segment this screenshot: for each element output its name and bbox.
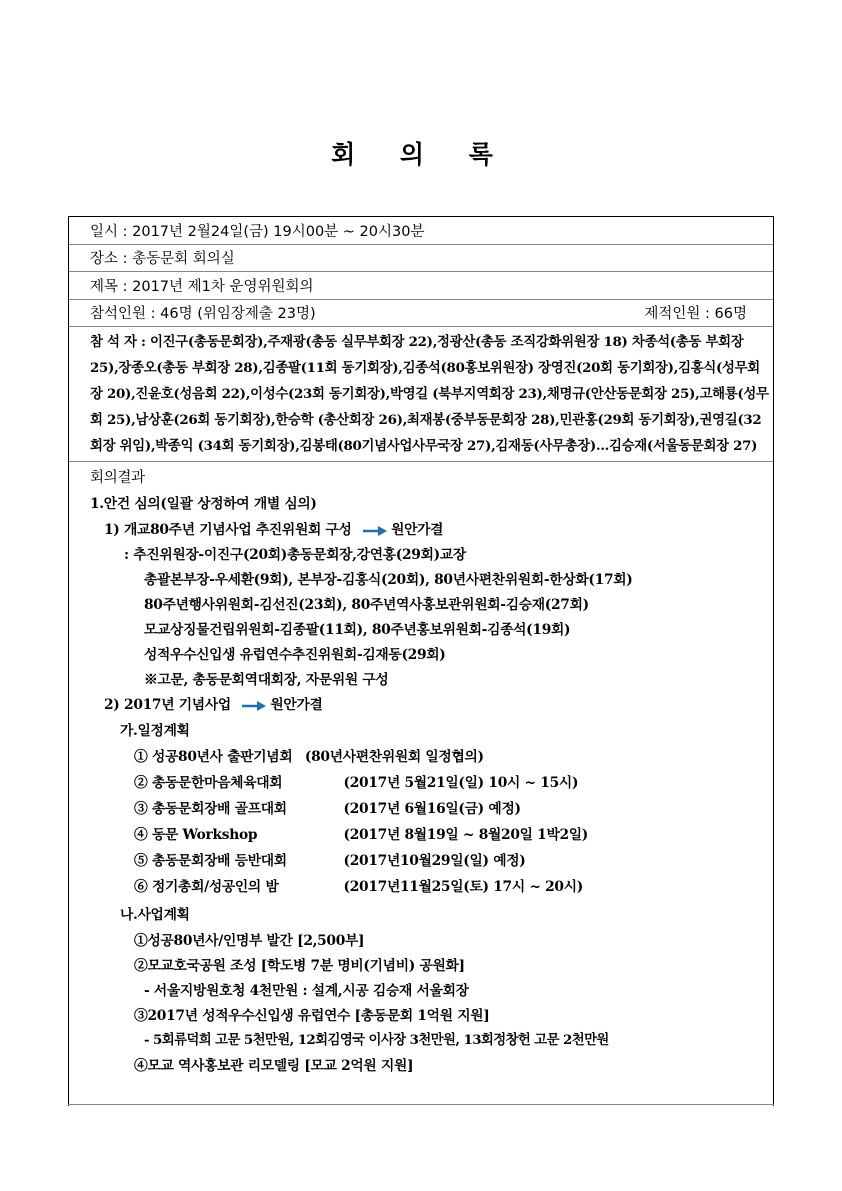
agenda-item-1: 1.안건 심의(일괄 상정하여 개별 심의) [90, 496, 317, 512]
schedule-item-detail: (2017년 8월19일 ~ 8월20일 1박2일) [343, 827, 589, 843]
agenda-sub-1-result: 원안가결 [391, 522, 444, 538]
schedule-item-detail: (2017년11월25일(토) 17시 ~ 20시) [343, 879, 583, 895]
schedule-item-detail: (2017년 5월21일(일) 10시 ~ 15시) [343, 775, 579, 791]
committee-note: ※고문, 총동문회역대회장, 자문위원 구성 [144, 672, 389, 688]
schedule-item [134, 823, 588, 843]
document-title: 회 의 록 [331, 140, 511, 169]
attendance-row [69, 300, 773, 328]
result-heading: 회의결과 [90, 470, 145, 486]
agenda-sub-1-title: 1) 개교80주년 기념사업 추진위원회 구성 [104, 522, 352, 538]
quorum-count: 제적인원 : 66명 [644, 306, 747, 323]
plan-item: ③2017년 성적우수신입생 유럽연수 [총동문회 1억원 지원] [134, 1008, 490, 1024]
schedule-item-name: ⑤ 총동문회장배 등반대회 [134, 853, 287, 869]
committee-line: 모교상징물건립위원회-김종팔(11회), 80주년홍보위원회-김종석(19회) [144, 622, 571, 638]
committee-line: 80주년행사위원회-김선진(23회), 80주년역사홍보관위원회-김승재(27회) [144, 597, 589, 613]
agenda-sub-2-title: 2) 2017년 기념사업 [104, 697, 231, 713]
schedule-item [134, 745, 484, 765]
plan-heading: 나.사업계획 [120, 907, 190, 923]
committee-line: 성적우수신입생 유럽연수추진위원회-김재동(29회) [144, 647, 446, 663]
plan-detail: - 5회류덕희 고문 5천만원, 12회김영국 이사장 3천만원, 13회정창헌 고문 2천만원 [144, 1032, 609, 1048]
place-row: 장소 : 총동문회 회의실 [69, 245, 773, 273]
schedule-item [134, 875, 583, 895]
agenda-sub-2 [104, 693, 323, 713]
agenda-sub-1 [104, 518, 443, 538]
minutes-form [68, 216, 774, 1106]
schedule-item-name: ① 성공80년사 출판기념회 [134, 749, 293, 765]
schedule-heading: 가.일정계획 [120, 723, 190, 739]
schedule-item-detail: (80년사편찬위원회 일정협의) [304, 749, 484, 765]
plan-item: ④모교 역사홍보관 리모델링 [모교 2억원 지원] [134, 1058, 414, 1074]
plan-item: ②모교호국공원 조성 [학도병 7분 명비(기념비) 공원화] [134, 958, 465, 974]
committee-line: : 추진위원장-이진구(20회)총동문회장,강연홍(29회)교장 [124, 547, 466, 563]
schedule-item-name: ④ 동문 Workshop [134, 827, 258, 843]
attendees-list: 참 석 자 : 이진구(총동문회장),주재광(총동 실무부회장 22),정광산(총동 조직강화위원장 18) 차종석(총동 부회장 25),장종오(총동 부회장 28),김종팔(11회 동기회장),김종석(80홍보위원장) 장영진(20회 동기회장),김홍식(성무회장 20),진윤호(성음회 22),이성수(23회 동기회장),박영길 (북부지역회장 23),채명규(안산동문회장 25),고해룡(성무회 25),남상훈(26회 동기회장),한승학 (총산회장 26),최재봉(중부동문회장 28),민관홍(29회 동기회장),권영길(32회장 위임),박종익 (34회 동기회장),김봉태(80기념사업사무국장 27),김재동(사무총장)...김승재(서울동문회장 27) [69, 327, 773, 462]
schedule-item-name: ⑥ 정기총회/성공인의 밤 [134, 879, 279, 895]
arrow-right-icon [362, 526, 388, 536]
schedule-item-name: ③ 총동문회장배 골프대회 [134, 801, 287, 817]
arrow-right-icon [241, 701, 267, 711]
schedule-item-name: ② 총동문한마음체육대회 [134, 775, 283, 791]
schedule-item-detail: (2017년 6월16일(금) 예정) [343, 801, 521, 817]
plan-detail: - 서울지방원호청 4천만원 : 설계,시공 김승재 서울회장 [144, 983, 469, 999]
subject-row: 제목 : 2017년 제1차 운영위원회의 [69, 272, 773, 300]
datetime-row: 일시 : 2017년 2월24일(금) 19시00분 ~ 20시30분 [69, 217, 773, 245]
form-bottom-rule [68, 1104, 774, 1105]
agenda-sub-2-result: 원안가결 [270, 697, 323, 713]
schedule-item [134, 797, 521, 817]
schedule-item [134, 849, 526, 869]
committee-line: 총괄본부장-우세환(9회), 본부장-김홍식(20회), 80년사편찬위원회-한상화(17회) [144, 572, 633, 588]
plan-item: ①성공80년사/인명부 발간 [2,500부] [134, 933, 365, 949]
schedule-item-detail: (2017년10월29일(일) 예정) [343, 853, 526, 869]
schedule-item [134, 771, 578, 791]
attendance-count: 참석인원 : 46명 (위임장제출 23명) [90, 306, 316, 323]
